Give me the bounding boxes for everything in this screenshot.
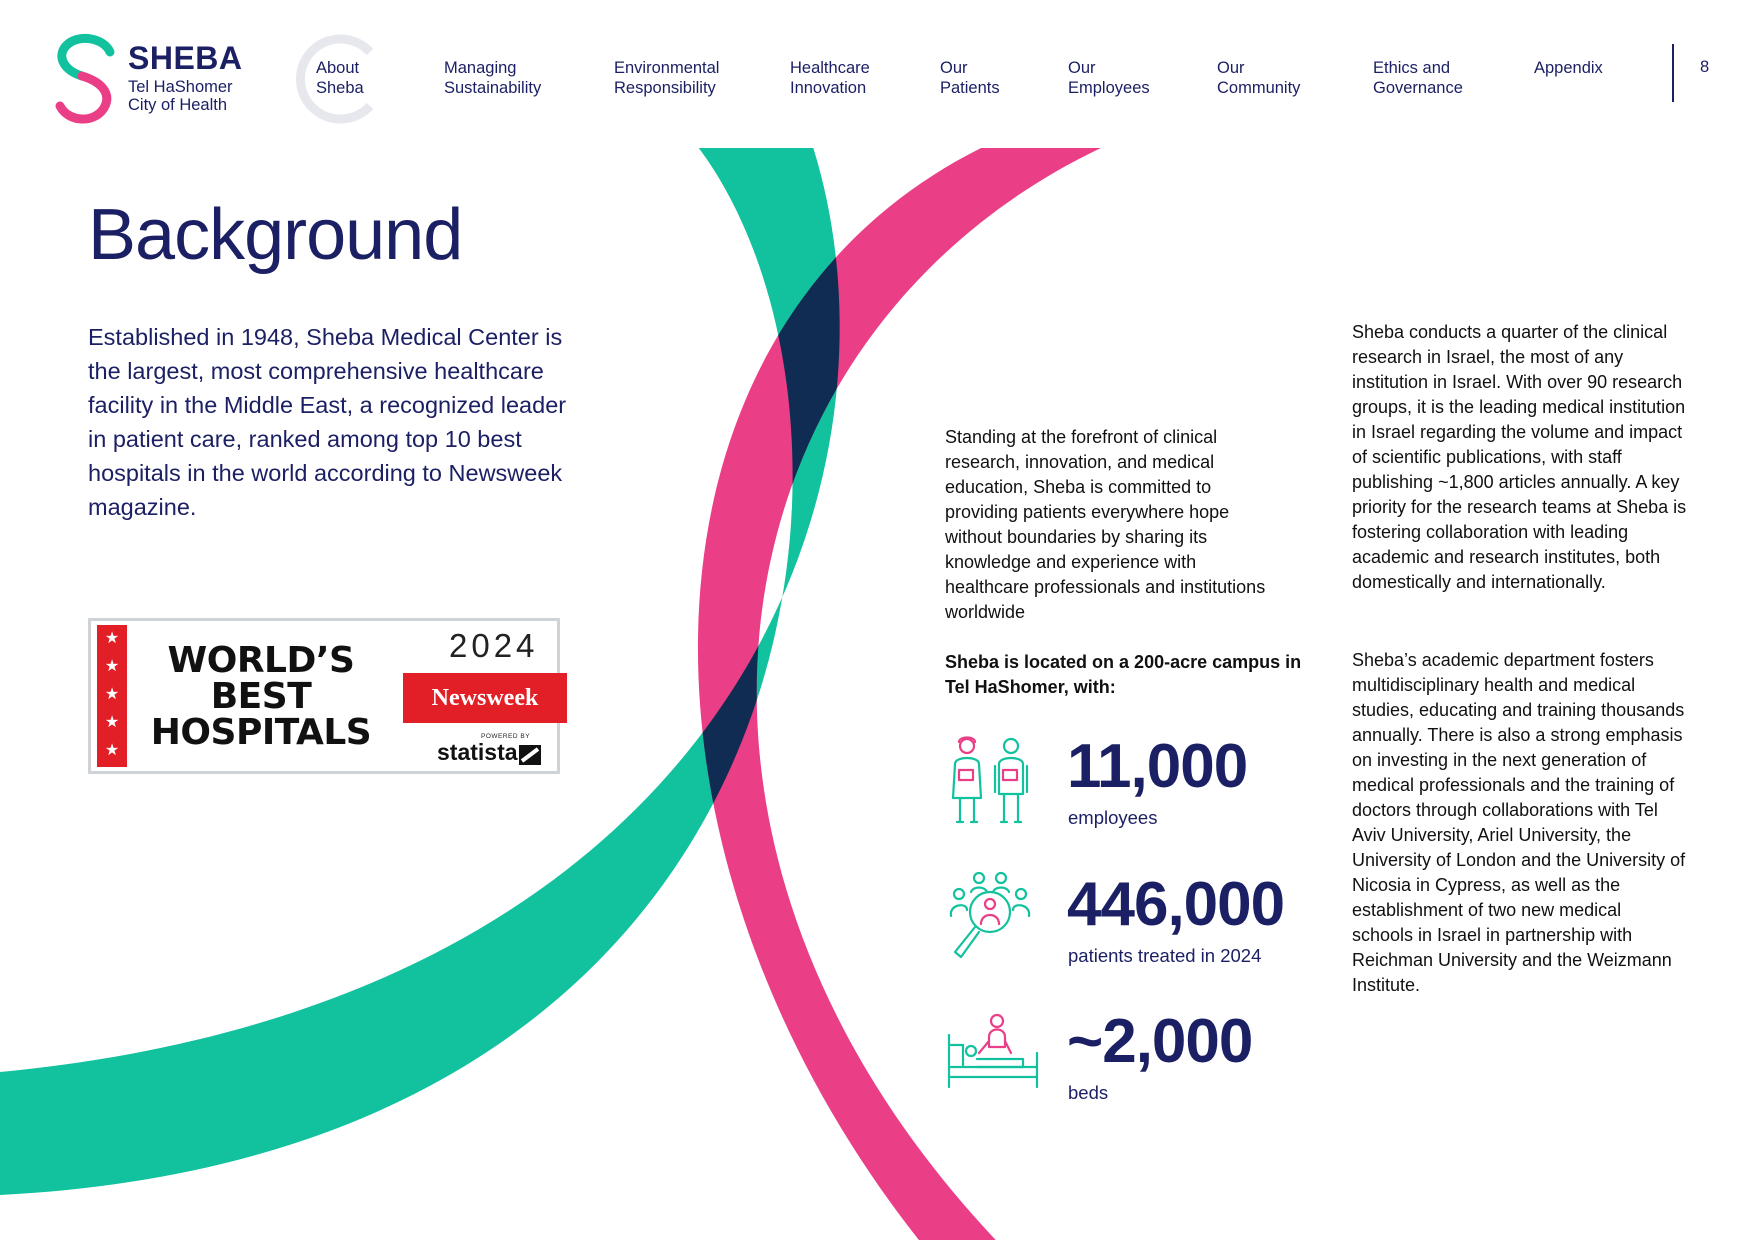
nav-divider [1672, 44, 1674, 102]
nav-our-employees[interactable]: Our Employees [1068, 59, 1150, 97]
statista-mark-icon [519, 745, 541, 765]
nav-appendix[interactable]: Appendix [1534, 59, 1603, 77]
page-title: Background [88, 195, 463, 275]
nav-ethics-governance[interactable]: Ethics and Governance [1373, 59, 1463, 97]
nav-our-patients[interactable]: Our Patients [940, 59, 1000, 97]
statista-logo: statista [437, 739, 518, 765]
star-icon: ★ [104, 630, 120, 647]
badge-line-2: BEST [210, 676, 312, 717]
star-icon: ★ [104, 686, 120, 703]
page-number: 8 [1700, 58, 1710, 76]
campus-statement: Sheba is located on a 200-acre campus in Tel HaShomer, with: [945, 652, 1302, 697]
stat-beds-label: beds [1068, 1082, 1109, 1103]
badge-line-1: WORLD’S [167, 640, 355, 681]
stat-employees [945, 732, 1325, 842]
nav-about-sheba[interactable]: About Sheba [316, 59, 364, 97]
mission-paragraph: Standing at the forefront of clinical research, innovation, and medical education, Sheba is committed to providing patients everywhere hope without boundaries by sharing its knowledge and experience with healthcare professionals and institutions worldwide [945, 427, 1266, 622]
stat-patients-label: patients treated in 2024 [1068, 945, 1262, 966]
stat-patients [945, 870, 1325, 980]
nav-managing-sustainability[interactable]: Managing Sustainability [444, 59, 542, 97]
badge-year: 2024 [449, 627, 539, 664]
hospital-bed-icon [945, 1007, 1045, 1107]
star-icon: ★ [104, 658, 120, 675]
intro-paragraph: Established in 1948, Sheba Medical Center is the largest, most comprehensive healthcare facility in the Middle East, a recognized leader in patient care, ranked among top 10 best hospitals in the world according to Newsweek magazine. [88, 324, 567, 520]
stat-employees-value: 11,000 [1067, 732, 1248, 801]
worlds-best-hospitals-badge [88, 618, 560, 774]
stat-beds-value: ~2,000 [1067, 1007, 1253, 1076]
logo-subtitle-2: City of Health [128, 96, 228, 114]
top-navigation [0, 0, 1754, 130]
star-icon: ★ [104, 714, 120, 731]
newsweek-logo: Newsweek [403, 673, 567, 723]
stat-patients-value: 446,000 [1067, 870, 1285, 939]
badge-stars [97, 625, 127, 767]
academic-paragraph: Sheba’s academic department fosters multidisciplinary health and medical studies, educating and training thousands annually. There is also a strong emphasis on investing in the next generation of medical professionals and the training of doctors through collaborations with Tel Aviv University, Ariel University, the University of London and the University of Nicosia in Cypress, as well as the establishment of two new medical schools in Israel in partnership with Reichman University and the Weizmann Institute. [1352, 650, 1686, 995]
nav-healthcare-innovation[interactable]: Healthcare Innovation [790, 59, 870, 97]
badge-headline [141, 640, 381, 753]
nav-environmental-responsibility[interactable]: Environmental Responsibility [614, 59, 720, 97]
nav-our-community[interactable]: Our Community [1217, 59, 1301, 97]
stat-beds [945, 1007, 1325, 1117]
badge-line-3: HOSPITALS [150, 712, 372, 753]
star-icon: ★ [104, 742, 120, 759]
logo-subtitle-1: Tel HaShomer [128, 78, 233, 96]
powered-by-label: POWERED BY [481, 733, 531, 740]
patients-icon [945, 870, 1045, 970]
logo-name: SHEBA [128, 40, 243, 76]
stat-employees-label: employees [1068, 807, 1158, 828]
research-paragraph: Sheba conducts a quarter of the clinical research in Israel, the most of any institution in Israel. With over 90 research groups, it is the leading medical institution in Israel regarding the volume and impact of scientific publications, with staff publishing ~1,800 articles annually. A key priority for the research teams at Sheba is fostering collaboration with leading academic and research institutes, both domestically and internationally. [1352, 322, 1687, 592]
employees-icon [945, 732, 1045, 832]
